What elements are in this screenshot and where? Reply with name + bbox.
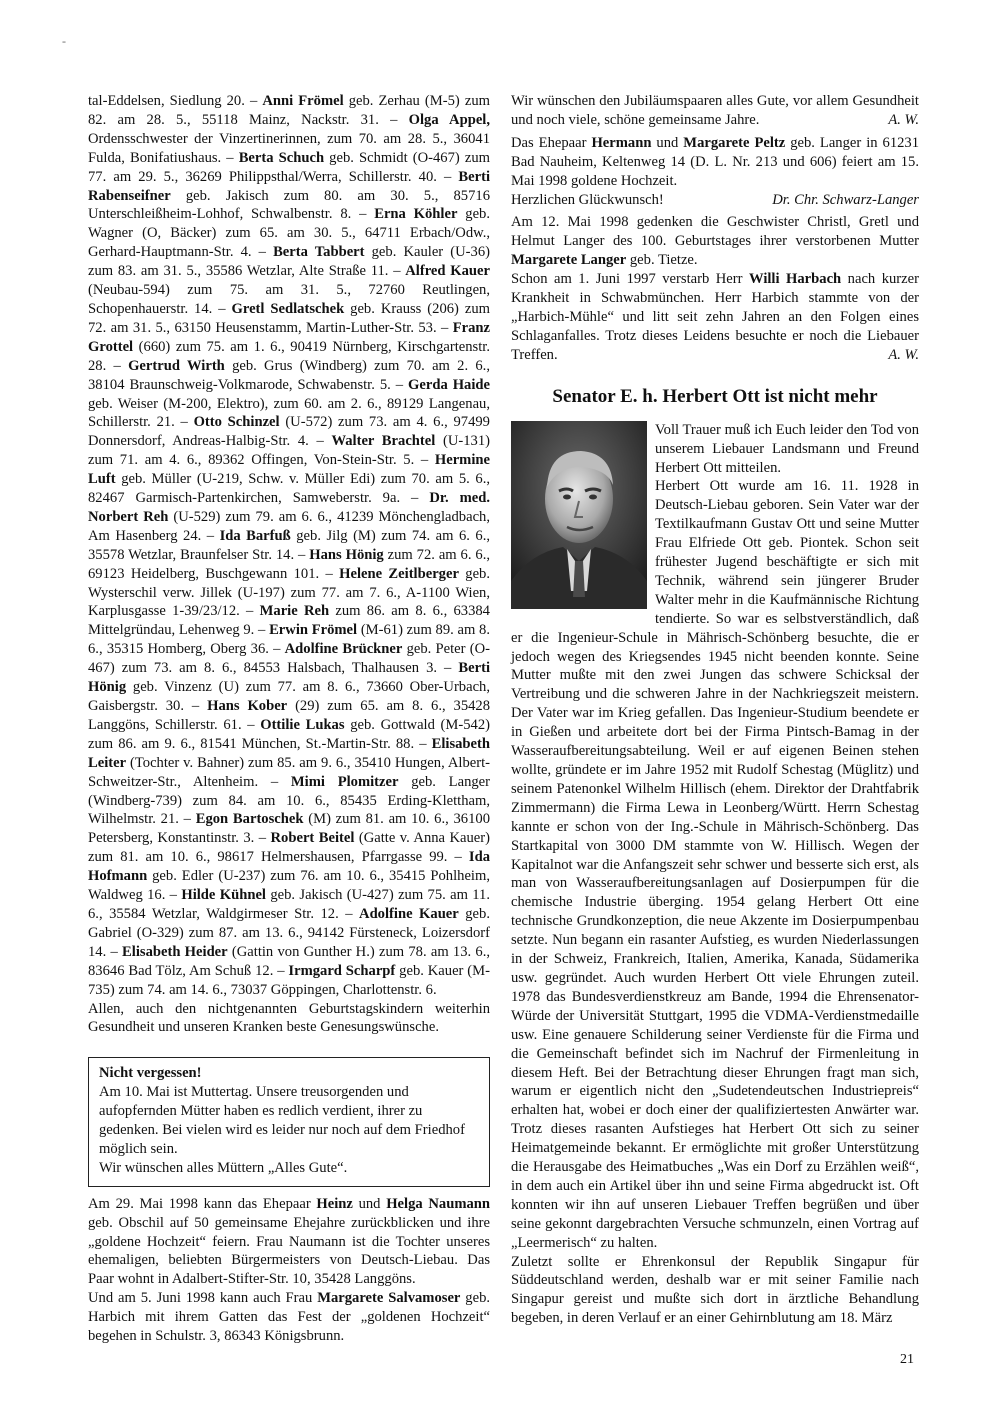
bold-name: Helene Zeitlberger bbox=[339, 565, 459, 582]
naumann-paragraph: Am 29. Mai 1998 kann das Ehepaar Heinz und Helga Naumann geb. Obschil auf 50 gemeinsame Ehejahre zurückblicken und ihre „goldene Hochzeit“ feiern. Frau Naumann ist die Tochter unseres ehemaligen, beliebten Bürgermeisters von Deutsch-Liebau. Das Paar wohnt in Adalbert-Stifter-Str. 10, 35428 Langgöns. bbox=[88, 1195, 491, 1288]
bold-name: Mimi Plomitzer bbox=[290, 773, 399, 790]
bold-name: Berta Schuch bbox=[238, 149, 325, 166]
notice-body: Am 10. Mai ist Muttertag. Unsere treusorgenden und aufopfernden Mütter haben es redlich verdient, ihrer zu gedenken. Bei vielen wird es leider nur noch auf dem Friedhof möglich sein. bbox=[99, 1084, 465, 1157]
bold-name: Erna Köhler bbox=[374, 206, 458, 223]
bold-name: Gertrud Wirth bbox=[128, 357, 225, 374]
signature-aw-2: A. W. bbox=[888, 346, 919, 363]
congrats-line: Herzlichen Glückwunsch! Dr. Chr. Schwarz-Langer bbox=[511, 191, 919, 208]
bold-name: Marie Reh bbox=[259, 603, 330, 620]
notice-wish: Wir wünschen alles Müttern „Alles Gute“. bbox=[99, 1159, 348, 1176]
bold-name: Elisabeth Leiter bbox=[88, 735, 490, 771]
bold-name: Anni Frömel bbox=[262, 93, 344, 109]
bold-name: Egon Bartoschek bbox=[195, 811, 304, 828]
bold-name: Olga Appel, bbox=[408, 111, 491, 128]
birthday-closing: Allen, auch den nichtgenannten Geburtstagskindern weiterhin Gesundheit und unseren Kranken beste Genesungswünsche. bbox=[88, 1000, 490, 1036]
bold-name: Alfred Kauer bbox=[405, 263, 490, 280]
obituary-intro: Voll Trauer muß ich Euch leider den Tod von unserem Liebauer Landsmann und Freund Herbert Ott mitteilen. bbox=[655, 421, 919, 476]
bold-name: Hans Hönig bbox=[309, 546, 384, 563]
bold-name: Margarete Salvamoser bbox=[317, 1290, 461, 1307]
bold-name: Ida Barfuß bbox=[219, 527, 291, 544]
signature-aw-1: A. W. bbox=[888, 111, 919, 128]
birthday-list: tal-Eddelsen, Siedlung 20. – Anni Frömel geb. Zerhau (M-5) zum 82. am 28. 5., 55118 Mainz, Nackstr. 31. – Olga Appel, Ordensschwester der Vinzertinerinnen, zum 70. am 28. 5., 36041 Fulda, Bonifatiushaus. – Berta Schuch geb. Schmidt (O-467) zum 77. am 29. 5., 36269 Philippsthal/Werra, Schillerstr. 40. – Berti Rabenseifner geb. Jakisch zum 80. am 30. 5., 85716 Unterschleißheim-Lohhof, Schwalbenstr. 8. – Erna Köhler geb. Wagner (O, Bäcker) zum 65. am 30. 5., 64711 Erbach/Odw., Gerhard-Hauptmann-Str. 4. – Berta Tabbert geb. Kauler (U-36) zum 83. am 31. 5., 35586 Wetzlar, Alte Straße 11. – Alfred Kauer (Neubau-594) zum 75. am 31. 5., 72760 Reutlingen, Schopenhauerstr. 14. – Gretl Sedlatschek geb. Krauss (206) zum 72. am 31. 5., 63150 Heusenstamm, Martin-Luther-Str. 53. – Franz Grottel (660) zum 75. am 1. 6., 90419 Nürnberg, Kirschgartenstr. 28. – Gertrud Wirth geb. Grus (Windberg) zum 70. am 2. 6., 38104 Braunschweig-Volkmarode, Schwabenstr. 5. – Gerda Haide geb. Weiser (M-200, Elektro), zum 60. am 2. 6., 89129 Langenau, Schillerstr. 21. – Otto Schinzel (U-572) zum 73. am 4. 6., 97499 Donnersdorf, Andreas-Halbig-Str. 4. – Walter Brachtel (U-131) zum 71. am 4. 6., 89362 Offingen, Von-Stein-Str. 5. – Hermine Luft geb. Müller (U-219, Schw. v. Müller Edi) zum 70. am 5. 6., 82467 Garmisch-Partenkirchen, Samweberstr. 9a. – Dr. med. Norbert Reh (U-529) zum 79. am 6. 6., 41239 Mönchengladbach, Am Hasenberg 24. – Ida Barfuß geb. Jilg (M) zum 74. am 6. 6., 35578 Wetzlar, Braunfelser Str. 14. – Hans Hönig zum 72. am 6. 6., 69123 Heidelberg, Buschgewann 101. – Helene Zeitlberger geb. Wysterschil verw. Jillek (U-197) zum 77. am 7. 6., A-1100 Wien, Karplusgasse 1-39/23/12. – Marie Reh zum 86. am 8. 6., 63384 Mittelgründau, Lehenweg 9. – Erwin Frömel (M-61) zum 89. am 8. 6., 35315 Homberg, Oberg 36. – Adolfine Brückner geb. Peter (O-467) zum 73. am 8. 6., 84553 Halsbach, Thalhausen 3. – Berti Hönig geb. Vinzenz (U) zum 77. am 8. 6., 73660 Ober-Urbach, Gaisbergstr. 30. – Hans Kober (29) zum 65. am 8. 6., 35428 Langgöns, Schillerstr. 61. – Ottilie Lukas geb. Gottwald (M-542) zum 86. am 9. 6., 81541 München, St.-Martin-Str. 88. – Elisabeth Leiter (Tochter v. Bahner) zum 85. am 9. 6., 35410 Hungen, Albert-Schweitzer-Str., Altenheim. – Mimi Plomitzer geb. Langer (Windberg-739) zum 84. am 10. 6., 85435 Erding-Klettham, Wilhelmstr. 21. – Egon Bartoschek (M) zum 81. am 10. 6., 36100 Petersberg, Konstantinstr. 3. – Robert Beitel (Gatte v. Anna Kauer) zum 81. am 10. 6., 98617 Helmershausen, Pfarrgasse 99. – Ida Hofmann geb. Edler (U-237) zum 76. am 10. 6., 35415 Pohlheim, Waldweg 16. – Hilde Kühnel geb. Jakisch (U-427) zum 75. am 11. 6., 35584 Wetzlar, Waldgirmeser Str. 12. – Adolfine Kauer geb. Gabriel (O-329) zum 87. am 13. 6., 94142 Fürsteneck, Loizersdorf 14. – Elisabeth Heider (Gattin von Gunther H.) zum 78. am 13. 6., 83646 Bad Tölz, Am Schuß 12. – Irmgard Scharpf geb. Kauer (M-735) zum 74. am 14. 6., 73037 Göppingen, Charlottenstr. 6. bbox=[88, 93, 491, 998]
bold-name: Gretl Sedlatschek bbox=[231, 300, 345, 317]
bold-name: Margarete Langer bbox=[511, 252, 627, 269]
bold-name: Hermine Luft bbox=[88, 452, 490, 488]
notice-title: Nicht vergessen! bbox=[99, 1065, 202, 1082]
obituary-body: Herbert Ott wurde am 16. 11. 1928 in Deutsch-Liebau geboren. Sein Vater war der Textilkaufmann Gustav Ott und seine Mutter Frau Elfriede Ott geb. Piontek. Schon seit frühester Jugend beschäftigte er sich mit Technik, während sein jüngerer Bruder Walter mehr in die Kaufmännische Richtung tendierte. So war es selbstverständlich, daß er die Ingenieur-Schule in Mährisch-Schönberg besuchte, die er jedoch wegen des Kriegsendes 1945 nicht beenden konnte. Seine Mutter mußte mit den zwei Jungen das schwere Schicksal der Vertreibung und die schweren Jahre in der Nachkriegszeit meistern. Der Vater war im Krieg gefallen. Das Ingenieur-Studium beendete er in Gießen und arbeitete dort bei der Firma Pintsch-Bamag in der Wasseraufbereitungsabteilung. Weil er auf eigenen Beinen stehen wollte, gründete er im Jahre 1952 mit Rudolf Schestag (Müglitz) und seinem Patenonkel Wilhelm Hillisch (ehem. Direktor der Drahtfabrik Zimmermann) die Firma Lewa in Leonberg/Württ. Herrn Schestag kannte er schon von der Ing.-Schule in Mährisch-Schönberg. Das Startkapital von 3000 DM stammte von W. Hillisch. Wegen der Kapitalnot war die Anfangszeit sehr schwer und besserte sich erst, als man von Wasseraufbereitungsanlagen auf Dosierpumpen für die chemische Industrie überging. 1954 gelang Herbert Ott eine technische Grundkonzeption, die neue Akzente im Dosierpumpenbau setzte. Nun begann ein rasanter Aufstieg, es wurden Niederlassungen in der Schweiz, Frankreich, Italien, Amerika, Kanada, Südamerika usw. gegründet. Auch wurden Herbert Ott viele Ehrungen zuteil. 1978 das Bundesverdienstkreuz am Bande, 1994 die Ehrensenator-Würde der Universität Stuttgart, 1995 die VDMA-Verdienstmedaille usw. Eine genauere Schilderung seiner Verdienste für die Firma und die Gemeinschaft befindet sich im Nachruf der Firmenleitung in diesem Heft. Bei der Betrachtung dieser Ehrungen fragt man sich, warum er eigentlich nicht den „Sudetendeutschen Industriepreis“ erhalten hat, wobei er doch einer der qualifiziertesten Anwärter war. Trotz dieses rasanten Aufstieges hat Herbert Ott sich zu seiner Heimatgemeinde bekannt. Er ermöglichte mit großer Unterstützung die Herausgabe des Heimatbuches „Was ein Dorf zu Erzählen weiß“, in dem auch ein Artikel über ihn und seine Firma abgedruckt ist. Oft konnten wir ihn auf unseren Liebauer Treffen begrüßen und über seine gekonnt dargebrachten Versuche schmunzeln, einen Vortrag auf „Leermerisch“ zu halten. bbox=[511, 478, 919, 1251]
bold-name: Ida Hofmann bbox=[88, 849, 490, 885]
bold-name: Adolfine Brückner bbox=[284, 641, 403, 658]
bold-name: Willi Harbach bbox=[748, 271, 842, 288]
bold-name: Franz Grottel bbox=[88, 319, 490, 355]
langer-paragraph: Am 12. Mai 1998 gedenken die Geschwister Christl, Gretl und Helmut Langer des 100. Geburtstages ihrer verstorbenen Mutter Margarete Langer geb. Tietze. bbox=[511, 214, 919, 269]
bold-name: Robert Beitel bbox=[270, 830, 355, 847]
signature-schwarz-langer: Dr. Chr. Schwarz-Langer bbox=[772, 191, 919, 208]
bold-name: Helga Naumann bbox=[386, 1195, 491, 1212]
bold-name: Dr. med. Norbert Reh bbox=[88, 490, 491, 525]
portrait-photo bbox=[511, 421, 647, 609]
bold-name: Ottilie Lukas bbox=[260, 716, 345, 733]
bold-name: Erwin Frömel bbox=[269, 622, 358, 639]
bold-name: Otto Schinzel bbox=[193, 414, 280, 431]
bold-name: Irmgard Scharpf bbox=[288, 962, 396, 979]
notice-box bbox=[88, 1057, 490, 1186]
bold-name: Berti Hönig bbox=[88, 660, 490, 696]
bold-name: Gerda Haide bbox=[408, 376, 490, 393]
left-column bbox=[88, 92, 490, 1346]
bold-name: Adolfine Kauer bbox=[359, 905, 459, 922]
page-number: 21 bbox=[900, 1352, 914, 1367]
right-column bbox=[511, 92, 919, 1328]
bold-name: Berta Tabbert bbox=[273, 244, 365, 261]
salvamoser-paragraph: Und am 5. Juni 1998 kann auch Frau Margarete Salvamoser geb. Harbich mit ihrem Gatten das Fest der „goldenen Hochzeit“ begehen in Schulstr. 3, 86343 Königsbrunn. bbox=[88, 1290, 491, 1345]
bold-name: Hilde Kühnel bbox=[181, 887, 266, 904]
bold-name: Walter Brachtel bbox=[331, 433, 436, 450]
harbach-paragraph: Schon am 1. Juni 1997 verstarb Herr Willi Harbach nach kurzer Krankheit in Schwabmünchen. Herr Harbich stammte von der „Harbich-Mühle“ und litt seit zehn Jahren an den Folgen eines Schlaganfalles. Trotz dieses Leidens besuchte er noch die Liebauer Treffen. A. W. bbox=[511, 271, 919, 363]
bold-name: Margarete Peltz bbox=[683, 134, 786, 151]
bold-name: Berti Rabenseifner bbox=[88, 168, 490, 204]
obituary-final: Zuletzt sollte er Ehrenkonsul der Republik Singapur für Süddeutschland werden, deshalb war er mit seiner Familie nach Singapur gereist und mußte sich dort in ärztliche Behandlung begeben, in deren Verlauf er an einer Gehirnblutung am 18. März bbox=[511, 1253, 919, 1327]
bold-name: Heinz bbox=[316, 1195, 353, 1212]
anniversary-wish: Wir wünschen den Jubiläumspaaren alles Gute, vor allem Gesundheit und noch viele, schöne gemeinsame Jahre. A. W. bbox=[511, 93, 919, 128]
bold-name: Hermann bbox=[591, 134, 652, 151]
peltz-paragraph: Das Ehepaar Hermann und Margarete Peltz geb. Langer in 61231 Bad Nauheim, Keltenweg 14 (D. L. Nr. 213 und 606) feiert am 15. Mai 1998 goldene Hochzeit. bbox=[511, 134, 920, 189]
corner-mark: - bbox=[62, 34, 66, 48]
bold-name: Hans Kober bbox=[207, 698, 288, 714]
obituary-heading: Senator E. h. Herbert Ott ist nicht mehr bbox=[552, 385, 878, 407]
bold-name: Elisabeth Heider bbox=[122, 943, 228, 960]
